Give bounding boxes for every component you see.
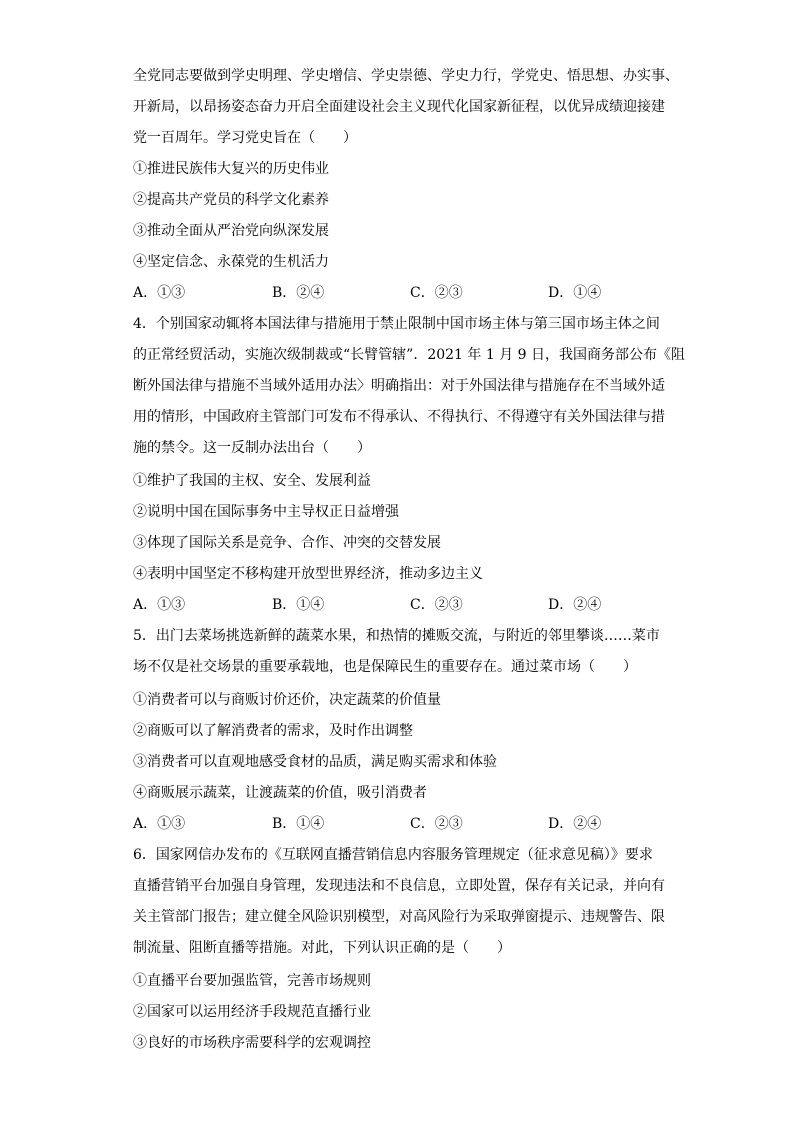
q5-choice-b: B．①④ xyxy=(272,816,325,832)
q4-choice-b: B．①④ xyxy=(272,597,325,613)
q4-choice-c: C．②③ xyxy=(410,597,463,613)
q5-choice-a: A．①③ xyxy=(133,816,186,832)
q5-option: ③消费者可以直观地感受食材的品质，满足购买需求和体验 xyxy=(133,754,497,770)
q4-choice-d: D．②④ xyxy=(548,597,602,613)
q6-stem-line: 制流量、阻断直播等措施。对此，下列认识正确的是（ ） xyxy=(133,940,511,956)
q3-choice-c: C．②③ xyxy=(410,285,463,301)
q5-stem-line: 5．出门去菜场挑选新鲜的蔬菜水果，和热情的摊贩交流，与附近的邻里攀谈……菜市 xyxy=(133,628,660,644)
q6-option: ①直播平台要加强监管，完善市场规则 xyxy=(133,973,371,989)
q4-choices xyxy=(133,595,633,615)
q3-choice-a: A．①③ xyxy=(133,285,186,301)
q3-option: ④坚定信念、永葆党的生机活力 xyxy=(133,254,329,270)
q3-choices xyxy=(133,283,633,303)
q4-stem-line: 用的情形，中国政府主管部门可发布不得承认、不得执行、不得遵守有关外国法律与措 xyxy=(133,409,665,425)
q4-stem-line: 断外国法律与措施不当域外适用办法〉明确指出：对于外国法律与措施存在不当域外适 xyxy=(133,378,665,394)
q6-stem-line: 直播营销平台加强自身管理，发现违法和不良信息，立即处置，保存有关记录，并向有 xyxy=(133,878,665,894)
q4-choice-a: A．①③ xyxy=(133,597,186,613)
q5-choice-c: C．②③ xyxy=(410,816,463,832)
q6-option: ③良好的市场秩序需要科学的宏观调控 xyxy=(133,1035,371,1051)
q5-option: ①消费者可以与商贩讨价还价，决定蔬菜的价值量 xyxy=(133,692,441,708)
q3-choice-d: D．①④ xyxy=(548,285,602,301)
q3-stem-line: 党一百周年。学习党史旨在（ ） xyxy=(133,130,357,146)
q4-option: ④表明中国坚定不移构建开放型世界经济，推动多边主义 xyxy=(133,566,483,582)
q6-stem-line: 6．国家网信办发布的《互联网直播营销信息内容服务管理规定（征求意见稿）》要求 xyxy=(133,847,653,863)
q4-stem-line: 4．个别国家动辄将本国法律与措施用于禁止限制中国市场主体与第三国市场主体之间 xyxy=(133,316,660,332)
q3-option: ①推进民族伟大复兴的历史伟业 xyxy=(133,161,329,177)
q5-option: ④商贩展示蔬菜，让渡蔬菜的价值，吸引消费者 xyxy=(133,785,427,801)
q6-option: ②国家可以运用经济手段规范直播行业 xyxy=(133,1004,371,1020)
q5-stem-line: 场不仅是社交场景的重要承载地，也是保障民生的重要存在。通过菜市场（ ） xyxy=(133,659,637,675)
q4-option: ①维护了我国的主权、安全、发展利益 xyxy=(133,473,371,489)
q4-stem-line: 的正常经贸活动，实施次级制裁或“长臂管辖”．2021 年 1 月 9 日，我国商务部公布《阻 xyxy=(133,347,686,363)
q3-option: ③推动全面从严治党向纵深发展 xyxy=(133,223,329,239)
q5-choice-d: D．②④ xyxy=(548,816,602,832)
q4-option: ③体现了国际关系是竞争、合作、冲突的交替发展 xyxy=(133,535,441,551)
q3-stem-line: 开新局，以昂扬姿态奋力开启全面建设社会主义现代化国家新征程，以优异成绩迎接建 xyxy=(133,99,665,115)
q5-option: ②商贩可以了解消费者的需求，及时作出调整 xyxy=(133,723,413,739)
q3-stem-line: 全党同志要做到学史明理、学史增信、学史崇德、学史力行，学党史、悟思想、办实事、 xyxy=(133,68,679,84)
q4-option: ②说明中国在国际事务中主导权正日益增强 xyxy=(133,504,399,520)
q6-stem-line: 关主管部门报告；建立健全风险识别模型，对高风险行为采取弹窗提示、违规警告、限 xyxy=(133,909,665,925)
q4-stem-line: 施的禁令。这一反制办法出台（ ） xyxy=(133,440,371,456)
q5-choices xyxy=(133,814,633,834)
q3-choice-b: B．②④ xyxy=(272,285,325,301)
q3-option: ②提高共产党员的科学文化素养 xyxy=(133,192,329,208)
